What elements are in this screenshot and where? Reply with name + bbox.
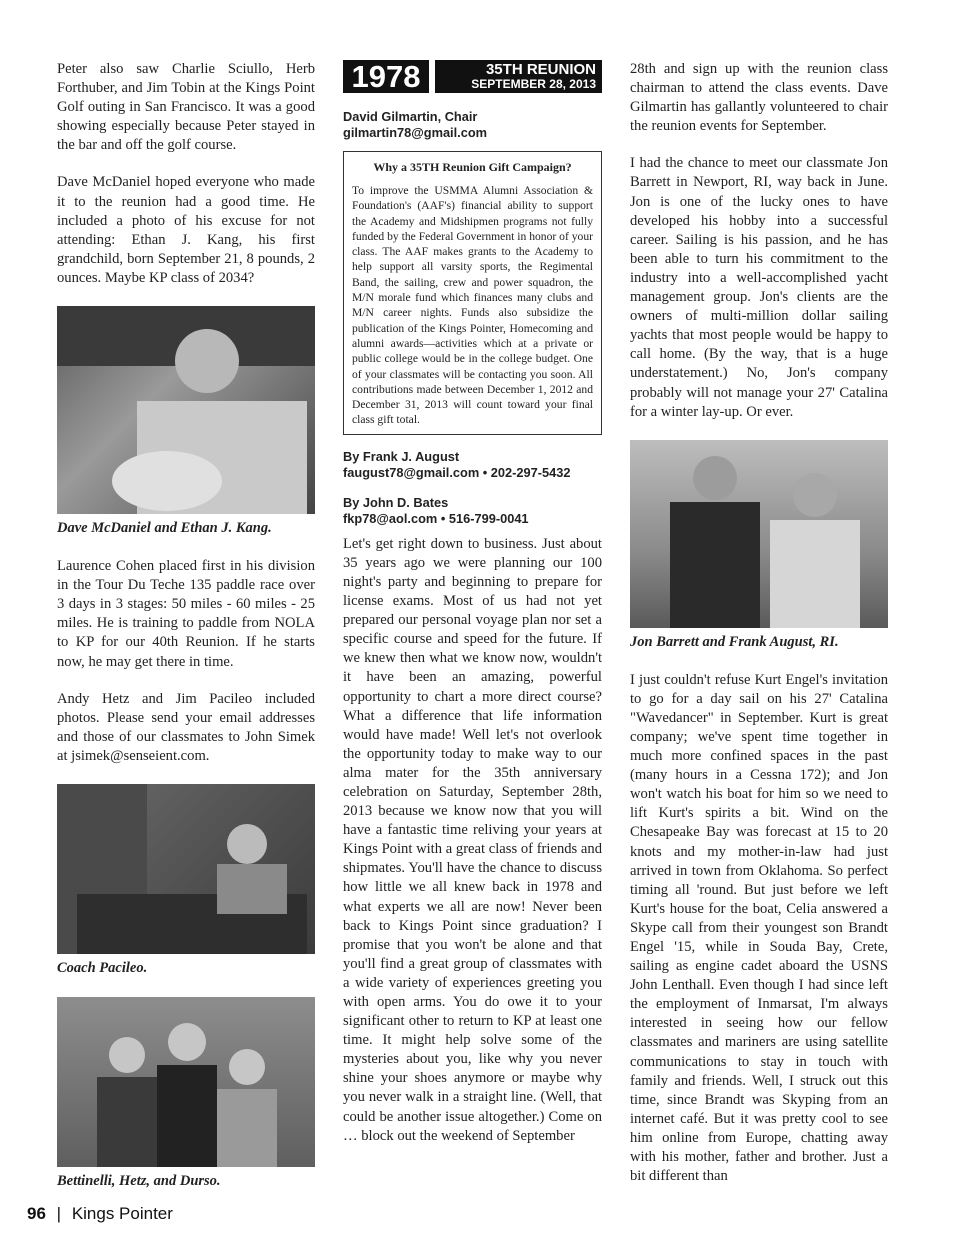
gift-campaign-box	[343, 151, 602, 435]
paragraph-barrett: I had the chance to meet our classmate Jon Barrett in Newport, RI, way back in June. Jon is one of the lucky ones to have developed his hobby into a successful career. Sailing is his passion, and he has been able to turn his commitment to the industry into a well-accomplished yacht management group. Jon's clients are the owners of multi-million dollar sailing yachts that most people would be happy to call home. (By the way, that is a huge understatement.) No, Jon's company probably will not manage your 27' Catalina for a winter lay-up. Or ever.	[630, 155, 888, 420]
photo-coach-pacileo	[57, 784, 315, 954]
photo-group-figure	[57, 997, 315, 1167]
column-right	[630, 60, 888, 1204]
reunion-date: SEPTEMBER 28, 2013	[471, 77, 596, 91]
byline-august-contact: faugust78@gmail.com • 202-297-5432	[343, 464, 571, 480]
paragraph-hetz: Andy Hetz and Jim Pacileo included photos. Please send your email addresses and those of our classmates to John Simek at jsimek@senseient.com.	[57, 690, 315, 764]
byline-bates	[343, 495, 602, 527]
gift-campaign-title: Why a 35TH Reunion Gift Campaign?	[373, 160, 572, 174]
chair-email: gilmartin78@gmail.com	[343, 125, 488, 140]
caption-pacileo: Coach Pacileo.	[57, 959, 148, 976]
column-middle	[343, 60, 602, 1164]
photo-mcdaniel-figure	[57, 306, 315, 514]
byline-august	[343, 449, 602, 481]
photo-barrett-figure	[630, 440, 888, 628]
paragraph-mcdaniel: Dave McDaniel hoped everyone who made it to the reunion had a good time. He included a photo of his excuse for not attending: Ethan J. Kang, his first grandchild, born September 21, 8 pounds, 2 ounces. Maybe KP class of 2034?	[57, 174, 315, 286]
footer-separator: |	[56, 1204, 62, 1223]
class-header	[343, 60, 602, 93]
gift-campaign-text: To improve the USMMA Alumni Association & Foundation's (AAF's) financial ability to support the Academy and Midshipmen programs not fully funded by the Federal Government in honor of your class. The AAF makes grants to the Academy to help support all varsity sports, the Regimental Band, the sailing, crew and power squadron, the M/N morale fund which finances many clubs and M/N career nights. Funds also subsidize the publication of the Kings Pointer, Homecoming and alumni awards—activities which at a private or public college would be in the college budget. One of your classmates will be contacting you soon. All contributions made between December 1, 2012 and December 31, 2013 will count toward your final class gift total.	[352, 184, 593, 427]
caption-barrett: Jon Barrett and Frank August, RI.	[630, 633, 839, 650]
caption-group: Bettinelli, Hetz, and Durso.	[57, 1172, 221, 1189]
chair-block	[343, 109, 602, 141]
byline-bates-name: By John D. Bates	[343, 494, 449, 510]
chair-name: David Gilmartin, Chair	[343, 109, 478, 124]
caption-mcdaniel: Dave McDaniel and Ethan J. Kang.	[57, 520, 272, 537]
paragraph-golf: Peter also saw Charlie Sciullo, Herb Forthuber, and Jim Tobin at the Kings Point Golf outing in San Francisco. It was a good showing especially because Peter stayed in the bar and off the golf course.	[57, 61, 315, 154]
paragraph-cohen: Laurence Cohen placed first in his division in the Tour Du Teche 135 paddle race over 3 days in 3 stages: 50 miles - 60 miles - 25 miles. He is training to paddle from NOLA to KP for our 40th Reunion. If he starts now, he may get there in time.	[57, 558, 315, 670]
page-footer	[27, 1204, 173, 1224]
byline-bates-contact: fkp78@aol.com • 516-799-0041	[343, 510, 529, 526]
article-body: Let's get right down to business. Just about 35 years ago we were planning our 100 night's party and beginning to prepare for license exams. Most of us had not yet prepared our personal voyage plan nor set a specific course and speed for the future. If we knew then what we know now, wouldn't it have been an amazing, powerful opportunity to chart a more direct course? What a difference that life information would have made! Well let's not overlook the opportunity today to make way to our alma mater for the 35th anniversary celebration on Saturday, September 28th, 2013 because we know now that you will have a fantastic time reliving your years at Kings Point with a great class of friends and shipmates. You'll have the chance to discuss how little we all knew back in 1978 and what experts we all are now! Never been back to Kings Point since graduation? I promise that you won't be alone and that you'll find a great group of classmates with a wide variety of experiences greeting you with open arms. You do owe it to your significant other to return to KP at least one time. It might help solve some of the mysteries about you, like why you never shine your shoes anymore or maybe why you never walk in a straight line. (Well, that could be another issue altogether.) Come on … block out the weekend of September	[343, 535, 602, 1144]
byline-august-name: By Frank J. August	[343, 448, 460, 464]
photo-bettinelli-hetz-durso	[57, 997, 315, 1167]
reunion-title: 35TH REUNION	[485, 61, 596, 78]
paragraph-engel: I just couldn't refuse Kurt Engel's invitation to go for a day sail on his 27' Catalina "Wavedancer" in September. Kurt is great company; we've spent time together in much more confined spaces in the past (many hours in a Cessna 172); and Jon won't watch his boat for him so we need to lift Kurt's spirits a bit. Wind on the Chesapeake Bay was forecast at 15 to 20 knots and my mother-in-law had just arrived in town from Oklahoma. So perfect timing all 'round. But just before we left Kurt's house for the boat, Celia answered a Skype call from their youngest son Brandt Engel '15, while in Souda Bay, Crete, sailing as engine cadet aboard the USNS John Lenthall. Even though I had since left the employment of Inmarsat, I'm always interested in seeing how our fellow classmates and mariners are using satellite communications to stay in touch with family and friends. Well, I struck out this time, since Brandt was Skyping from an internet café. But it was pretty cool to see him online from Europe, chatting away with his mother, father and brother. Just a bit different than	[630, 671, 888, 1185]
publication-name: Kings Pointer	[71, 1204, 173, 1223]
page-number: 96	[27, 1204, 46, 1223]
photo-pacileo-figure	[57, 784, 315, 954]
class-year: 1978	[343, 60, 429, 93]
photo-mcdaniel-grandchild	[57, 306, 315, 514]
column-left	[57, 60, 315, 1210]
photo-barrett-august	[630, 440, 888, 628]
reunion-banner	[435, 60, 602, 93]
paragraph-reunion-signup: 28th and sign up with the reunion class chairman to attend the class events. Dave Gilmartin has gallantly volunteered to chair the reunion events for September.	[630, 61, 888, 135]
